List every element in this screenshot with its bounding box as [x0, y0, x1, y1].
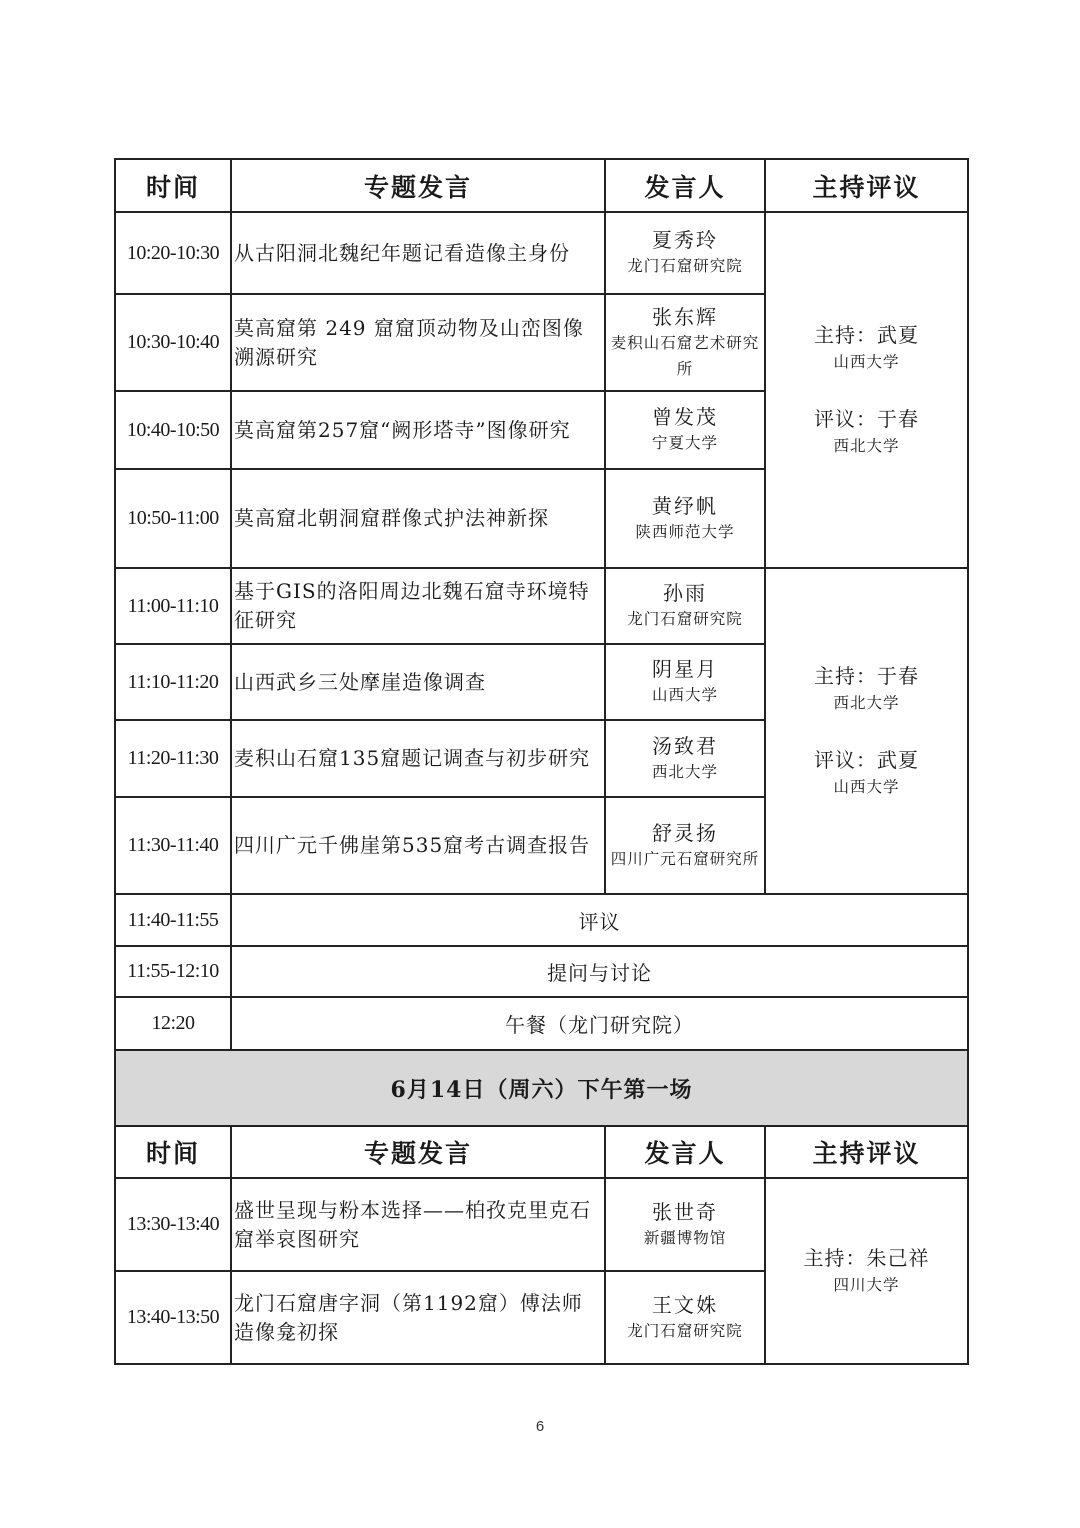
- speaker-name: 曾发茂: [652, 405, 718, 429]
- speaker-cell: [605, 568, 765, 644]
- host-institution: 山西大学: [833, 353, 900, 371]
- speaker-cell: [605, 797, 765, 894]
- speaker-institution: 龙门石窟研究院: [627, 257, 743, 275]
- speaker-name: 孙雨: [663, 581, 707, 605]
- header-time: 时间: [115, 1126, 231, 1178]
- speaker-institution: 新疆博物馆: [643, 1228, 727, 1247]
- speaker-cell: [605, 212, 765, 294]
- section-title: 6月14日（周六）下午第一场: [115, 1050, 968, 1126]
- topic-cell: 麦积山石窟135窟题记调查与初步研究: [231, 720, 605, 797]
- table-row: [115, 212, 968, 294]
- time-cell: 13:30-13:40: [115, 1178, 231, 1271]
- table-row: [115, 894, 968, 946]
- chair-cell: [765, 1178, 968, 1364]
- topic-cell: 盛世呈现与粉本选择——柏孜克里克石窟举哀图研究: [231, 1178, 605, 1271]
- time-cell: 11:55-12:10: [115, 946, 231, 997]
- host-institution: 四川大学: [833, 1276, 900, 1294]
- time-cell: 11:20-11:30: [115, 720, 231, 797]
- speaker-name: 阴星月: [652, 657, 718, 681]
- topic-cell: 从古阳洞北魏纪年题记看造像主身份: [231, 212, 605, 294]
- schedule-table: [114, 158, 969, 1365]
- header-topic: 专题发言: [231, 1126, 605, 1178]
- speaker-institution: 山西大学: [651, 686, 718, 704]
- speaker-institution: 龙门石窟研究院: [627, 1321, 743, 1340]
- commentator-institution: 西北大学: [833, 437, 900, 455]
- topic-cell: 四川广元千佛崖第535窟考古调查报告: [231, 797, 605, 894]
- header-speaker: 发言人: [605, 1126, 765, 1178]
- topic-cell: 山西武乡三处摩崖造像调查: [231, 644, 605, 720]
- speaker-institution: 陕西师范大学: [635, 522, 735, 541]
- time-cell: 10:30-10:40: [115, 294, 231, 391]
- chair-cell: [765, 568, 968, 894]
- speaker-name: 张东辉: [652, 304, 718, 329]
- speaker-institution: 四川广元石窟研究所: [610, 849, 760, 868]
- page-number: 6: [535, 1418, 545, 1435]
- session-activity: 评议: [231, 894, 968, 946]
- header-time: 时间: [115, 159, 231, 212]
- table-row: [115, 997, 968, 1050]
- speaker-institution: 宁夏大学: [651, 434, 718, 452]
- speaker-cell: [605, 720, 765, 797]
- time-cell: 12:20: [115, 997, 231, 1050]
- table-row: [115, 568, 968, 644]
- speaker-cell: [605, 391, 765, 469]
- chair-cell: [765, 212, 968, 568]
- speaker-institution: 西北大学: [651, 762, 718, 781]
- topic-cell: 莫高窟第257窟“阙形塔寺”图像研究: [231, 391, 605, 469]
- time-cell: 11:40-11:55: [115, 894, 231, 946]
- speaker-cell: [605, 469, 765, 568]
- session-activity: 午餐（龙门研究院）: [231, 997, 968, 1050]
- topic-cell: 龙门石窟唐字洞（第1192窟）傅法师造像龛初探: [231, 1271, 605, 1364]
- header-row: [115, 1126, 968, 1178]
- speaker-cell: [605, 644, 765, 720]
- header-topic: 专题发言: [231, 159, 605, 212]
- table-row: [115, 946, 968, 997]
- topic-cell: 莫高窟第 249 窟窟顶动物及山峦图像溯源研究: [231, 294, 605, 391]
- speaker-name: 张世奇: [652, 1199, 718, 1224]
- time-cell: 13:40-13:50: [115, 1271, 231, 1364]
- speaker-institution: 麦积山石窟艺术研究所: [610, 333, 760, 378]
- speaker-cell: [605, 294, 765, 391]
- speaker-name: 汤致君: [652, 733, 718, 758]
- section-row: [115, 1050, 968, 1126]
- host-label: 主持：武夏: [814, 323, 919, 347]
- host-label: 主持：朱己祥: [803, 1246, 930, 1270]
- speaker-name: 舒灵扬: [652, 820, 718, 845]
- header-chair: 主持评议: [765, 159, 968, 212]
- time-cell: 10:20-10:30: [115, 212, 231, 294]
- time-cell: 10:40-10:50: [115, 391, 231, 469]
- topic-cell: 莫高窟北朝洞窟群像式护法神新探: [231, 469, 605, 568]
- time-cell: 11:10-11:20: [115, 644, 231, 720]
- time-cell: 11:30-11:40: [115, 797, 231, 894]
- header-row: [115, 159, 968, 212]
- time-cell: 11:00-11:10: [115, 568, 231, 644]
- host-institution: 西北大学: [833, 694, 900, 712]
- table-row: [115, 1178, 968, 1271]
- speaker-name: 王文姝: [652, 1292, 718, 1317]
- host-label: 主持：于春: [814, 664, 919, 688]
- speaker-cell: [605, 1178, 765, 1271]
- speaker-name: 夏秀玲: [652, 228, 718, 252]
- time-cell: 10:50-11:00: [115, 469, 231, 568]
- header-chair: 主持评议: [765, 1126, 968, 1178]
- topic-cell: 基于GIS的洛阳周边北魏石窟寺环境特征研究: [231, 568, 605, 644]
- header-speaker: 发言人: [605, 159, 765, 212]
- speaker-cell: [605, 1271, 765, 1364]
- commentator-institution: 山西大学: [833, 778, 900, 796]
- commentator-label: 评议：武夏: [814, 748, 919, 772]
- speaker-name: 黄纾帆: [652, 493, 718, 518]
- session-activity: 提问与讨论: [231, 946, 968, 997]
- speaker-institution: 龙门石窟研究院: [627, 610, 743, 628]
- commentator-label: 评议：于春: [814, 407, 919, 431]
